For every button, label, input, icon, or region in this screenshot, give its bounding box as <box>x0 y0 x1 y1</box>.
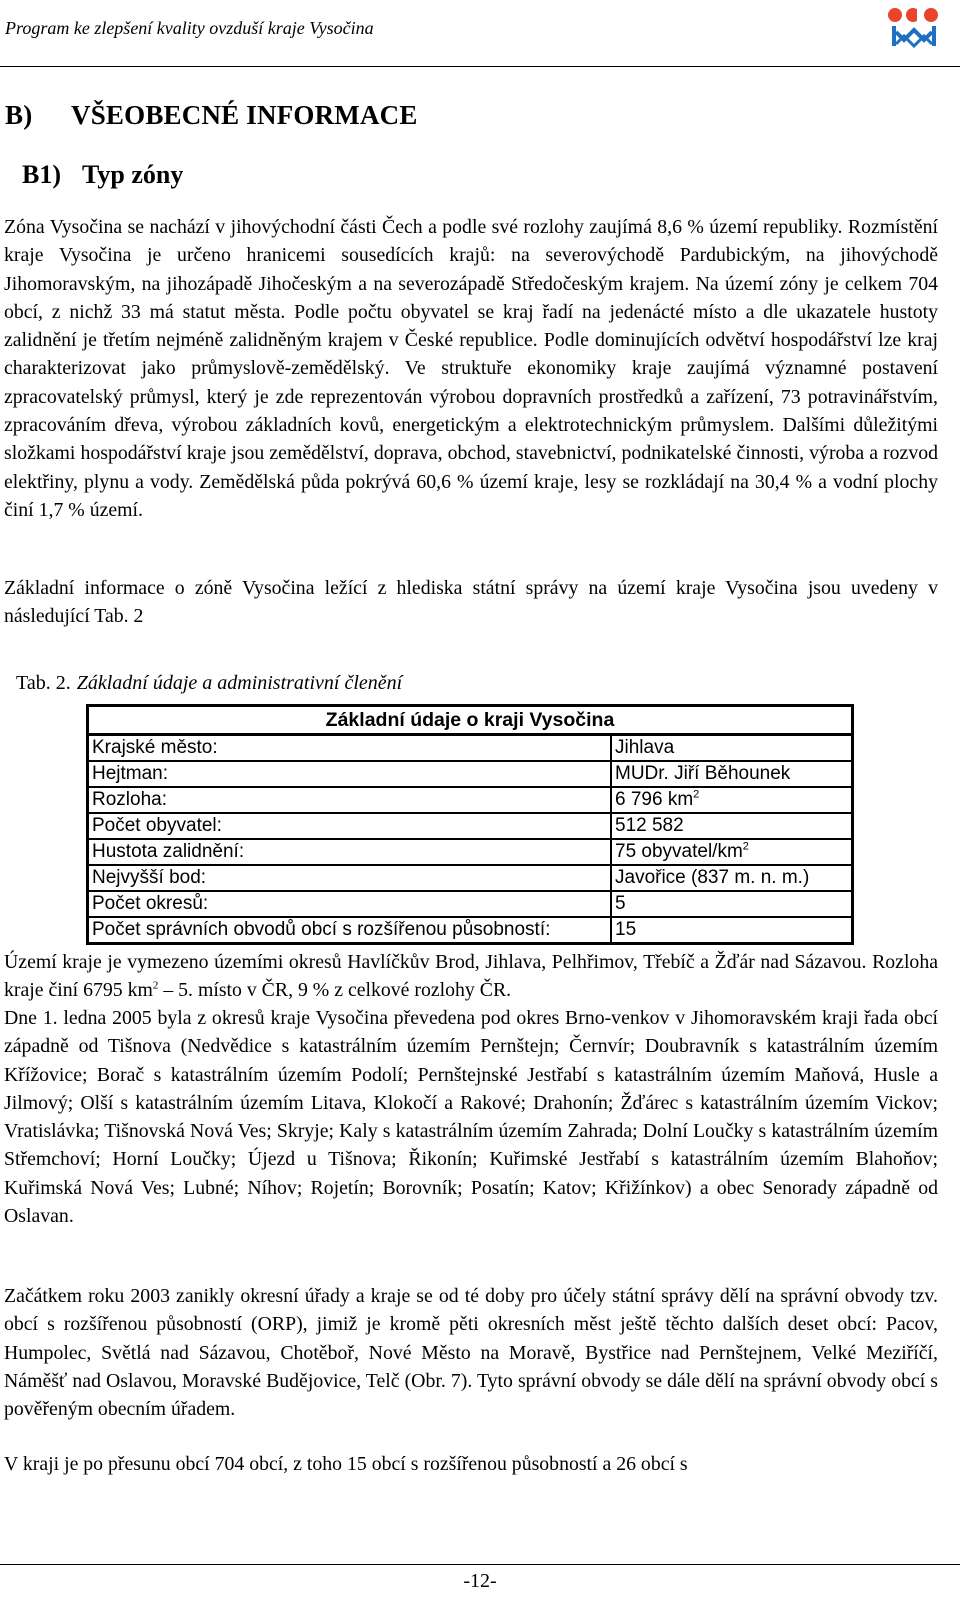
table-cell-value <box>611 865 853 891</box>
paragraph-zone-description: Zóna Vysočina se nachází v jihovýchodní části Čech a podle své rozlohy zaujímá 8,6 % území republiky. Rozmístění kraje Vysočina je určeno hranicemi sousedících krajů: na severovýchodě Pardubickým, na jihovýchodě Jihomoravským, na jihozápadě Jihočeským a na severozápadě Středočeským krajem. Na území zóny je celkem 704 obcí, z nichž 33 má statut města. Podle počtu obyvatel se kraj řadí na jedenácté místo a dle ukazatele hustoty zalidnění je třetím nejméně zalidněným krajem v České republice. Podle dominujících odvětví hospodářství lze kraj charakterizovat jako průmyslově-zemědělský. Ve struktuře ekonomiky kraje zaujímá významné postavení zpracovatelský průmysl, který je zde reprezentován výrobou dopravních prostředků a zařízení, 73 potravinářstvím, zpracováním dřeva, výrobou základních kovů, energetickým a elektrotechnickým průmyslem. Dalšími důležitými složkami hospodářství kraje jsou zemědělství, doprava, obchod, stavebnictví, podnikatelské činnosti, výroba a rozvod elektřiny, plynu a vody. Zemědělská půda pokrývá 60,6 % území kraje, lesy se rozkládají na 30,4 % a vodní plochy činí 1,7 % území. <box>4 216 938 521</box>
superscript-2: 2 <box>152 979 159 992</box>
section-heading <box>5 100 418 131</box>
table-cell-label: Nejvyšší bod: <box>88 865 612 891</box>
paragraph-municipalities: V kraji je po přesunu obcí 704 obcí, z toho 15 obcí s rozšířenou působností a 26 obcí s <box>4 1453 688 1475</box>
territory-text-start: Území kraje je vymezeno územími okresů Havlíčkův Brod, Jihlava, Pelhřimov, Třebíč a Žďár nad Sázavou. Rozloha kraje činí 6795 km <box>4 951 938 1002</box>
table-value-text: 512 582 <box>615 815 684 836</box>
table-value-text: 75 obyvatel/km <box>615 841 743 862</box>
table-value-text: 5 <box>615 893 626 914</box>
page-header <box>0 0 960 68</box>
table-caption-number: Tab. 2. <box>16 672 71 694</box>
section-title: VŠEOBECNÉ INFORMACE <box>71 100 418 130</box>
table-caption-title: Základní údaje a administrativní členění <box>76 672 403 694</box>
table-cell-label: Počet správních obvodů obcí s rozšířenou působností: <box>88 917 612 944</box>
regional-logo-icon <box>886 4 942 50</box>
table-cell-value <box>611 787 853 813</box>
table-cell-label: Počet obyvatel: <box>88 813 612 839</box>
paragraph-transfer: Dne 1. ledna 2005 byla z okresů kraje Vysočina převedena pod okres Brno-venkov v Jihomoravském kraji řada obcí západně od Tišnova (Nedvědice s katastrálním územím Pernštejn; Černvír; Doubravník s katastrálním územím Křížovice; Borač s katastrálním územím Podolí; Pernštejnské Jestřabí s katastrálním územím Maňová, Husle a Jilmový; Olší s katastrálním územím Litava, Klokočí a Rakové; Drahonín; Žďárec s katastrálním územím Vickov; Vratislávka; Tišnovská Nová Ves; Skryje; Kaly s katastrálním územím Zahrada; Dolní Loučky s katastrálním územím Střemchoví; Horní Loučky; Újezd u Tišnova; Řikonín; Kuřimské Jestřabí s katastrálním územím Blahoňov; Kuřimská Nová Ves; Lubné; Níhov; Rojetín; Borovník; Posatín; Katov; Křižínkov) a obec Senorady západně od Oslavan. <box>4 1007 938 1228</box>
table-row <box>88 891 853 917</box>
paragraph-territory <box>4 948 938 1005</box>
table-cell-value <box>611 735 853 762</box>
table-caption <box>16 672 402 695</box>
table-cell-value <box>611 813 853 839</box>
table-cell-label: Počet okresů: <box>88 891 612 917</box>
table-value-text: 6 796 km <box>615 789 694 810</box>
table-value-superscript: 2 <box>693 788 700 801</box>
table-value-text: MUDr. Jiří Běhounek <box>615 763 791 784</box>
table-row <box>88 865 853 891</box>
table-row <box>88 735 853 762</box>
page-number: -12- <box>463 1570 497 1592</box>
table-value-superscript: 2 <box>742 840 749 853</box>
table-row <box>88 761 853 787</box>
table-cell-label: Krajské město: <box>88 735 612 762</box>
table-cell-value <box>611 891 853 917</box>
document-title: Program ke zlepšení kvality ovzduší kraje Vysočina <box>5 18 374 38</box>
basic-info-table <box>86 704 854 945</box>
table-row <box>88 917 853 944</box>
table-cell-label: Rozloha: <box>88 787 612 813</box>
paragraph-orp: Začátkem roku 2003 zanikly okresní úřady a kraje se od té doby pro účely státní správy dělí na správní obvody tzv. obcí s rozšířenou působností (ORP), jimiž je kromě pěti okresních měst ještě těchto dalších deset obcí: Pacov, Humpolec, Světlá nad Sázavou, Chotěboř, Nové Město na Moravě, Bystřice nad Pernštejnem, Velké Meziříčí, Náměšť nad Oslavou, Moravské Budějovice, Telč (Obr. 7). Tyto správní obvody se dále dělí na správní obvody obcí s pověřeným obecním úřadem. <box>4 1285 938 1421</box>
section-number: B) <box>5 100 33 130</box>
table-value-text: Jihlava <box>615 737 675 758</box>
subsection-number: B1) <box>22 160 61 189</box>
footer-divider <box>0 1564 960 1565</box>
table-cell-value <box>611 839 853 865</box>
table-cell-value <box>611 917 853 944</box>
table-cell-value <box>611 761 853 787</box>
table-row <box>88 813 853 839</box>
table-value-text: 15 <box>615 919 637 940</box>
subsection-heading <box>22 160 183 190</box>
table-cell-label: Hustota zalidnění: <box>88 839 612 865</box>
table-value-text: Javořice (837 m. n. m.) <box>615 867 810 888</box>
territory-text-end: – 5. místo v ČR, 9 % z celkové rozlohy ČR. <box>158 979 512 1002</box>
header-divider <box>0 66 960 67</box>
subsection-title: Typ zóny <box>82 160 184 189</box>
table-row <box>88 839 853 865</box>
table-row <box>88 787 853 813</box>
table-cell-label: Hejtman: <box>88 761 612 787</box>
table-header: Základní údaje o kraji Vysočina <box>88 706 853 735</box>
paragraph-table-intro: Základní informace o zóně Vysočina ležící z hlediska státní správy na území kraje Vysočina jsou uvedeny v následující Tab. 2 <box>4 577 938 628</box>
